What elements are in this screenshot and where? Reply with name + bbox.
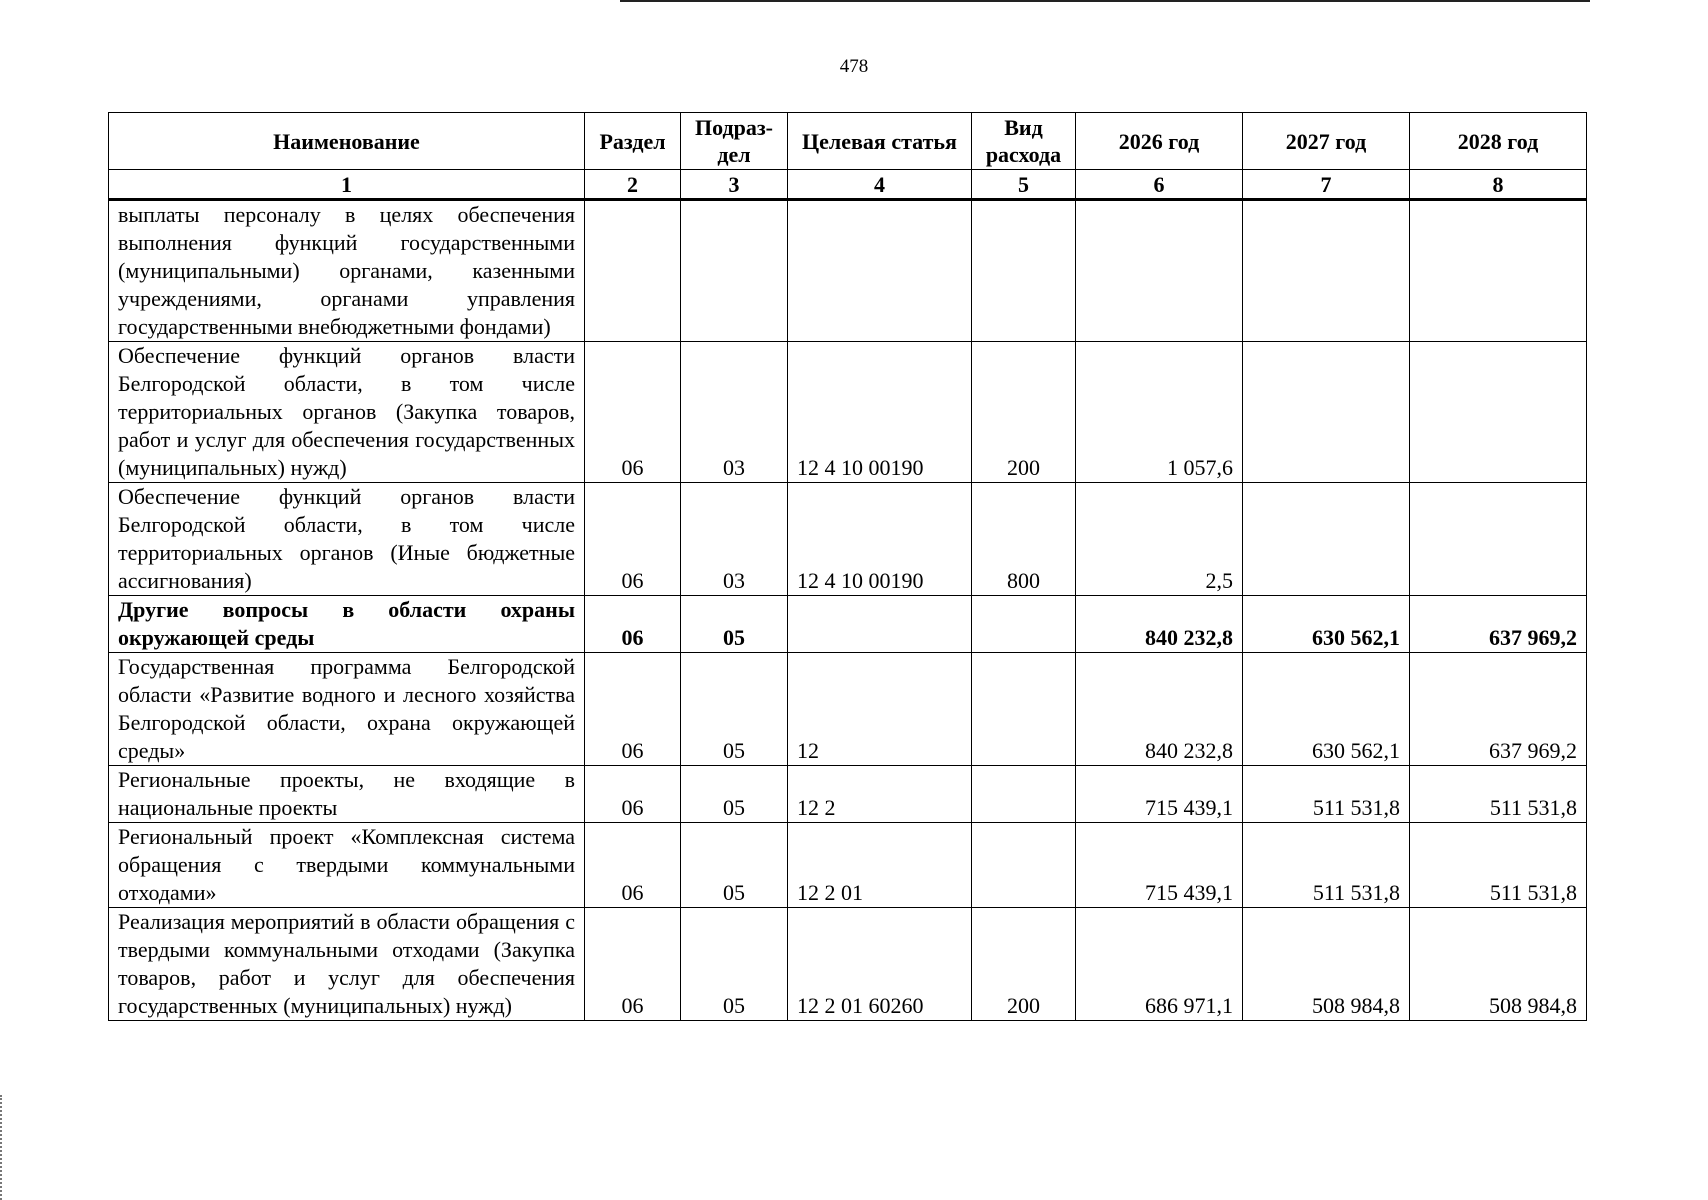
column-number: 7 — [1243, 170, 1410, 200]
column-number: 2 — [585, 170, 681, 200]
cell-subsection: 05 — [681, 823, 788, 908]
cell-2026 — [1076, 200, 1243, 342]
cell-section — [585, 200, 681, 342]
cell-expense-type — [972, 823, 1076, 908]
column-number: 6 — [1076, 170, 1243, 200]
cell-2027: 630 562,1 — [1243, 596, 1410, 653]
cell-2027: 511 531,8 — [1243, 766, 1410, 823]
cell-section: 06 — [585, 596, 681, 653]
header-2026: 2026 год — [1076, 113, 1243, 170]
cell-target: 12 4 10 00190 — [788, 342, 972, 483]
cell-subsection: 05 — [681, 596, 788, 653]
table-row — [109, 766, 1587, 823]
cell-section: 06 — [585, 766, 681, 823]
cell-expense-type: 800 — [972, 483, 1076, 596]
cell-expense-type — [972, 596, 1076, 653]
column-number-row — [109, 170, 1587, 200]
cell-2027: 511 531,8 — [1243, 823, 1410, 908]
cell-subsection: 03 — [681, 342, 788, 483]
table-row — [109, 342, 1587, 483]
cell-name: Государственная программа Белгородской области «Развитие водного и лесного хозяйства Белгородской области, охрана окружающей среды» — [109, 653, 585, 766]
cell-2026: 840 232,8 — [1076, 596, 1243, 653]
cell-target: 12 4 10 00190 — [788, 483, 972, 596]
cell-expense-type — [972, 653, 1076, 766]
cell-section: 06 — [585, 483, 681, 596]
cell-2026: 2,5 — [1076, 483, 1243, 596]
cell-target: 12 — [788, 653, 972, 766]
header-name: Наименование — [109, 113, 585, 170]
column-number: 5 — [972, 170, 1076, 200]
cell-2028: 511 531,8 — [1410, 766, 1587, 823]
cell-section: 06 — [585, 653, 681, 766]
cell-2027: 508 984,8 — [1243, 908, 1410, 1021]
cell-2028 — [1410, 200, 1587, 342]
cell-expense-type: 200 — [972, 908, 1076, 1021]
cell-name: Обеспечение функций органов власти Белгородской области, в том числе территориальных органов (Иные бюджетные ассигнования) — [109, 483, 585, 596]
cell-target — [788, 596, 972, 653]
table-row — [109, 200, 1587, 342]
cell-section: 06 — [585, 342, 681, 483]
cell-2028: 508 984,8 — [1410, 908, 1587, 1021]
table-row — [109, 483, 1587, 596]
header-2028: 2028 год — [1410, 113, 1587, 170]
cell-2026: 1 057,6 — [1076, 342, 1243, 483]
cell-subsection: 03 — [681, 483, 788, 596]
header-expense-type: Вид расхода — [972, 113, 1076, 170]
cell-target: 12 2 — [788, 766, 972, 823]
cell-name: Другие вопросы в области охраны окружающей среды — [109, 596, 585, 653]
header-target: Целевая статья — [788, 113, 972, 170]
cell-2026: 840 232,8 — [1076, 653, 1243, 766]
cell-expense-type — [972, 766, 1076, 823]
cell-2028: 511 531,8 — [1410, 823, 1587, 908]
cell-section: 06 — [585, 908, 681, 1021]
cell-2026: 715 439,1 — [1076, 766, 1243, 823]
cell-subsection — [681, 200, 788, 342]
table-row — [109, 908, 1587, 1021]
budget-table — [108, 112, 1587, 1021]
table-row — [109, 823, 1587, 908]
cell-target — [788, 200, 972, 342]
cell-expense-type: 200 — [972, 342, 1076, 483]
scan-edge-marks — [0, 1095, 5, 1200]
table-row — [109, 596, 1587, 653]
cell-target: 12 2 01 60260 — [788, 908, 972, 1021]
cell-subsection: 05 — [681, 908, 788, 1021]
cell-2027 — [1243, 483, 1410, 596]
cell-expense-type — [972, 200, 1076, 342]
column-number: 4 — [788, 170, 972, 200]
cell-name: Региональный проект «Комплексная система обращения с твердыми коммунальными отходами» — [109, 823, 585, 908]
cell-subsection: 05 — [681, 653, 788, 766]
header-2027: 2027 год — [1243, 113, 1410, 170]
table-body — [109, 200, 1587, 1021]
cell-2028 — [1410, 342, 1587, 483]
table-row — [109, 653, 1587, 766]
header-section: Раздел — [585, 113, 681, 170]
cell-name: Обеспечение функций органов власти Белгородской области, в том числе территориальных органов (Закупка товаров, работ и услуг для обеспечения государственных (муниципальных) нужд) — [109, 342, 585, 483]
cell-subsection: 05 — [681, 766, 788, 823]
cell-2027 — [1243, 342, 1410, 483]
cell-name: Реализация мероприятий в области обращения с твердыми коммунальными отходами (Закупка товаров, работ и услуг для обеспечения государственных (муниципальных) нужд) — [109, 908, 585, 1021]
cell-2027: 630 562,1 — [1243, 653, 1410, 766]
header-subsection: Подраз-дел — [681, 113, 788, 170]
cell-2028: 637 969,2 — [1410, 653, 1587, 766]
column-number: 8 — [1410, 170, 1587, 200]
table-header-row — [109, 113, 1587, 170]
cell-2026: 686 971,1 — [1076, 908, 1243, 1021]
cell-2026: 715 439,1 — [1076, 823, 1243, 908]
cell-2028 — [1410, 483, 1587, 596]
top-rule — [620, 0, 1590, 2]
page-number: 478 — [839, 56, 869, 77]
cell-name: Региональные проекты, не входящие в национальные проекты — [109, 766, 585, 823]
cell-2028: 637 969,2 — [1410, 596, 1587, 653]
cell-name: выплаты персоналу в целях обеспечения выполнения функций государственными (муниципальными) органами, казенными учреждениями, органами управления государственными внебюджетными фондами) — [109, 200, 585, 342]
column-number: 3 — [681, 170, 788, 200]
column-number: 1 — [109, 170, 585, 200]
cell-section: 06 — [585, 823, 681, 908]
cell-target: 12 2 01 — [788, 823, 972, 908]
cell-2027 — [1243, 200, 1410, 342]
